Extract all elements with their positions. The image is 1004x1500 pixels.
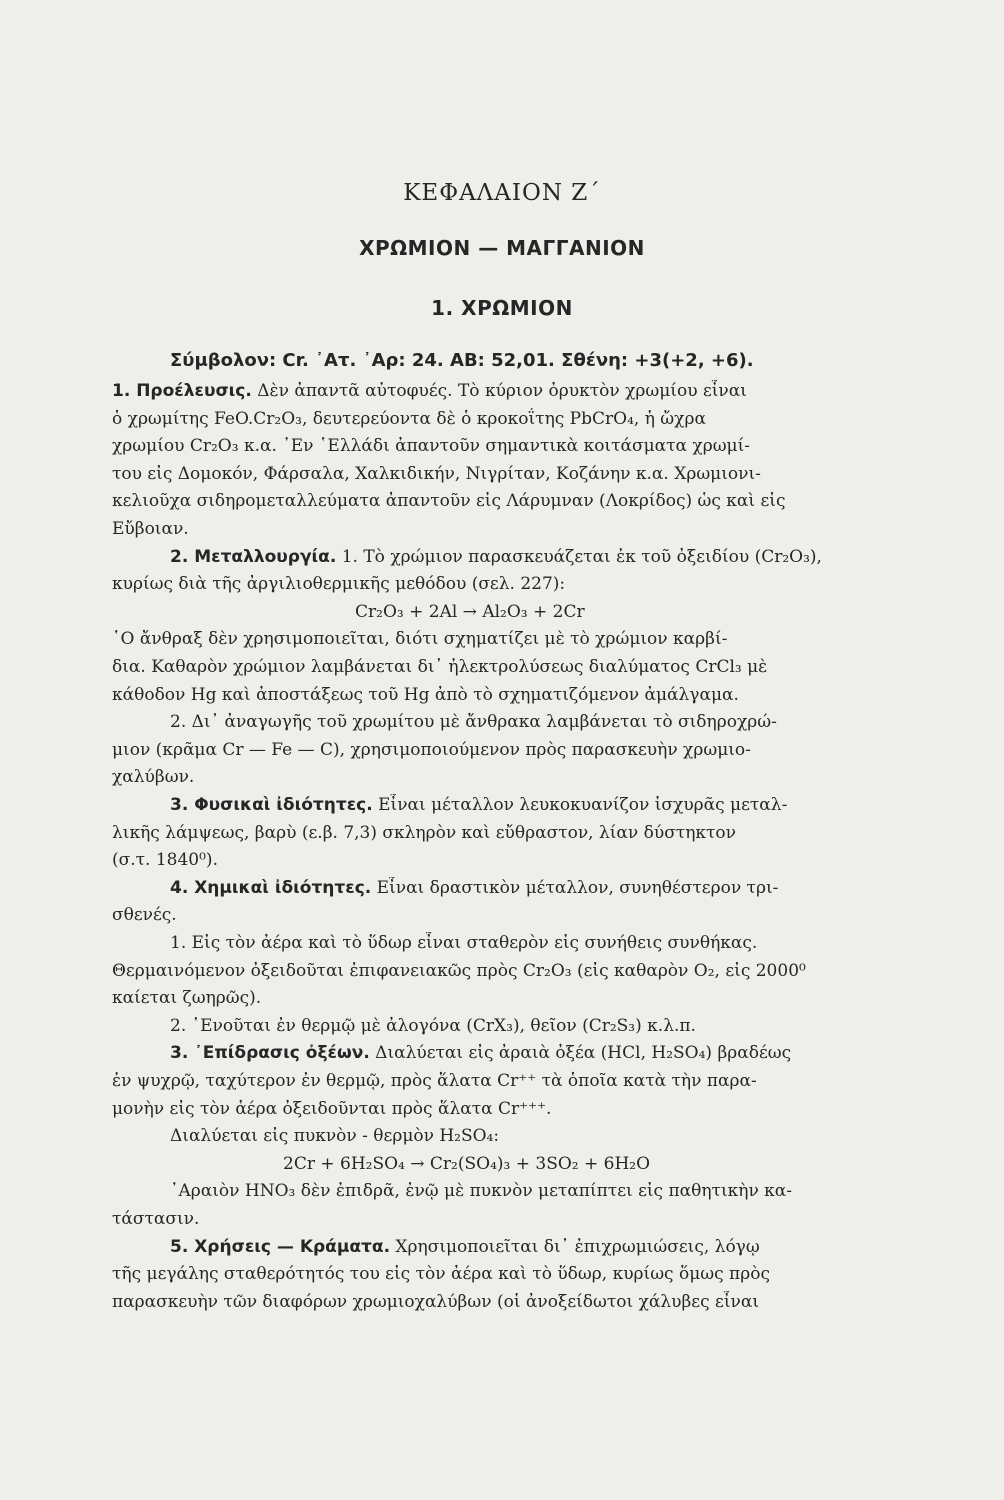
line-text: 2. ῾Ενοῦται ἐν θερμῷ μὲ ἀλογόνα (CrX₃), θεῖον (Cr₂S₃) κ.λ.π.: [170, 1016, 696, 1036]
text-line: [112, 573, 898, 595]
text-line: [112, 1291, 898, 1313]
line-text: καίεται ζωηρῶς).: [112, 988, 262, 1008]
paragraph-label: 4. Χημικαὶ ἰδιότητες.: [170, 878, 372, 898]
text-line: [112, 1208, 898, 1230]
text-line: [112, 960, 898, 982]
line-text: 1. Εἰς τὸν ἀέρα καὶ τὸ ὕδωρ εἶναι σταθερὸν εἰς συνήθεις συνθήκας.: [170, 933, 758, 953]
text-line: [170, 794, 898, 816]
text-line: [112, 408, 898, 430]
line-text: κυρίως διὰ τῆς ἀργιλιοθερμικῆς μεθόδου (σελ. 227):: [112, 574, 566, 594]
line-text: Εὔβοιαν.: [112, 519, 189, 539]
line-text: μονὴν εἰς τὸν ἀέρα ὀξειδοῦνται πρὸς ἅλατα Cr⁺⁺⁺.: [112, 1099, 552, 1119]
text-line: [170, 877, 898, 899]
line-text: (σ.τ. 1840⁰).: [112, 850, 218, 870]
symbol-line: Σύμβολον: Cr. ᾿Ατ. ᾿Αρ: 24. ΑΒ: 52,01. Σθένη: +3(+2, +6).: [170, 350, 754, 371]
line-text: ᾿Αραιὸν HNO₃ δὲν ἐπιδρᾶ, ἐνῷ μὲ πυκνὸν μεταπίπτει εἰς παθητικὴν κα-: [170, 1181, 793, 1201]
line-text: κάθοδον Hg καὶ ἀποστάξεως τοῦ Hg ἀπὸ τὸ σχηματιζόμενον ἀμάλγαμα.: [112, 685, 739, 705]
line-text: ῾Ο ἄνθραξ δὲν χρησιμοποιεῖται, διότι σχηματίζει μὲ τὸ χρώμιον καρβί-: [112, 629, 728, 649]
text-line: [112, 656, 898, 678]
text-line: [112, 766, 898, 788]
text-line: [112, 987, 898, 1009]
section-title: 1. ΧΡΩΜΙΟΝ: [431, 296, 573, 320]
line-text: παρασκευὴν τῶν διαφόρων χρωμιοχαλύβων (οἱ ἀνοξείδωτοι χάλυβες εἶναι: [112, 1292, 759, 1312]
line-text: χρωμίου Cr₂O₃ κ.α. ᾿Εν ῾Ελλάδι ἀπαντοῦν σημαντικὰ κοιτάσματα χρωμί-: [112, 436, 751, 456]
text-line: [112, 1070, 898, 1092]
text-line: [170, 932, 898, 954]
line-text: δια. Καθαρὸν χρώμιον λαμβάνεται δι᾿ ἠλεκτρολύσεως διαλύματος CrCl₃ μὲ: [112, 657, 768, 677]
paragraph-label: 3. Φυσικαὶ ἰδιότητες.: [170, 795, 373, 815]
text-line: [112, 684, 898, 706]
line-text: σθενές.: [112, 905, 177, 925]
text-line: [112, 849, 898, 871]
chapter-title: ΚΕΦΑΛΑΙΟΝ Ζ΄: [403, 180, 601, 206]
text-line: [112, 490, 898, 512]
text-line: [170, 1236, 898, 1258]
text-line: [170, 1042, 898, 1064]
line-text: Δὲν ἀπαντᾶ αὐτοφυές. Τὸ κύριον ὀρυκτὸν χρωμίου εἶναι: [251, 381, 747, 401]
paragraph-label: 2. Μεταλλουργία.: [170, 547, 337, 567]
text-line: [112, 380, 898, 402]
text-line: [170, 711, 898, 733]
line-text: ὁ χρωμίτης FeO.Cr₂O₃, δευτερεύοντα δὲ ὁ κροκοΐτης PbCrO₄, ἡ ὤχρα: [112, 409, 706, 429]
text-line: [170, 546, 898, 568]
text-line: [112, 1263, 898, 1285]
line-text: μιον (κρᾶμα Cr — Fe — C), χρησιμοποιούμενον πρὸς παρασκευὴν χρωμιο-: [112, 740, 751, 760]
line-text: χαλύβων.: [112, 767, 195, 787]
line-text: Εἶναι μέταλλον λευκοκυανίζον ἰσχυρᾶς μεταλ-: [372, 795, 788, 815]
line-text: 2Cr + 6H₂SO₄ → Cr₂(SO₄)₃ + 3SO₂ + 6H₂O: [283, 1154, 651, 1174]
line-text: τάστασιν.: [112, 1209, 200, 1229]
line-text: ἐν ψυχρῷ, ταχύτερον ἐν θερμῷ, πρὸς ἅλατα Cr⁺⁺ τὰ ὁποῖα κατὰ τὴν παρα-: [112, 1071, 757, 1091]
line-text: Διαλύεται εἰς ἀραιὰ ὀξέα (HCl, H₂SO₄) βραδέως: [369, 1043, 792, 1063]
line-text: του εἰς Δομοκόν, Φάρσαλα, Χαλκιδικήν, Νιγρίταν, Κοζάνην κ.α. Χρωμιονι-: [112, 464, 761, 484]
paragraph-label: 1. Προέλευσις.: [112, 381, 252, 401]
line-text: 1. Τὸ χρώμιον παρασκευάζεται ἐκ τοῦ ὀξειδίου (Cr₂O₃),: [336, 547, 822, 567]
text-line: [170, 1015, 898, 1037]
line-text: Θερμαινόμενον ὀξειδοῦται ἐπιφανειακῶς πρὸς Cr₂O₃ (εἰς καθαρὸν O₂, εἰς 2000⁰: [112, 961, 806, 981]
text-line: [112, 904, 898, 926]
text-line: [170, 1125, 898, 1147]
text-line: [283, 1153, 883, 1175]
text-line: [112, 435, 898, 457]
line-text: Χρησιμοποιεῖται δι᾿ ἐπιχρωμιώσεις, λόγῳ: [390, 1237, 760, 1257]
text-line: [112, 628, 898, 650]
line-text: τῆς μεγάλης σταθερότητός του εἰς τὸν ἀέρα καὶ τὸ ὕδωρ, κυρίως ὅμως πρὸς: [112, 1264, 770, 1284]
line-text: Cr₂O₃ + 2Al → Al₂O₃ + 2Cr: [355, 602, 585, 622]
text-line: [170, 1180, 898, 1202]
chapter-subtitle: ΧΡΩΜΙΟΝ — ΜΑΓΓΑΝΙΟΝ: [359, 236, 645, 260]
line-text: Εἶναι δραστικὸν μέταλλον, συνηθέστερον τρι-: [371, 878, 779, 898]
text-line: [112, 1098, 898, 1120]
text-line: [112, 822, 898, 844]
line-text: κελιοῦχα σιδηρομεταλλεύματα ἀπαντοῦν εἰς Λάρυμναν (Λοκρίδος) ὡς καὶ εἰς: [112, 491, 786, 511]
text-line: [355, 601, 855, 623]
text-line: [112, 518, 898, 540]
paragraph-label: 3. ᾿Επίδρασις ὀξέων.: [170, 1043, 370, 1063]
text-line: [112, 463, 898, 485]
line-text: Διαλύεται εἰς πυκνὸν - θερμὸν H₂SO₄:: [170, 1126, 500, 1146]
line-text: λικῆς λάμψεως, βαρὺ (ε.β. 7,3) σκληρὸν καὶ εὔθραστον, λίαν δύστηκτον: [112, 823, 736, 843]
text-line: [112, 739, 898, 761]
paragraph-label: 5. Χρήσεις — Κράματα.: [170, 1237, 391, 1257]
line-text: 2. Δι᾿ ἀναγωγῆς τοῦ χρωμίτου μὲ ἄνθρακα λαμβάνεται τὸ σιδηροχρώ-: [170, 712, 777, 732]
